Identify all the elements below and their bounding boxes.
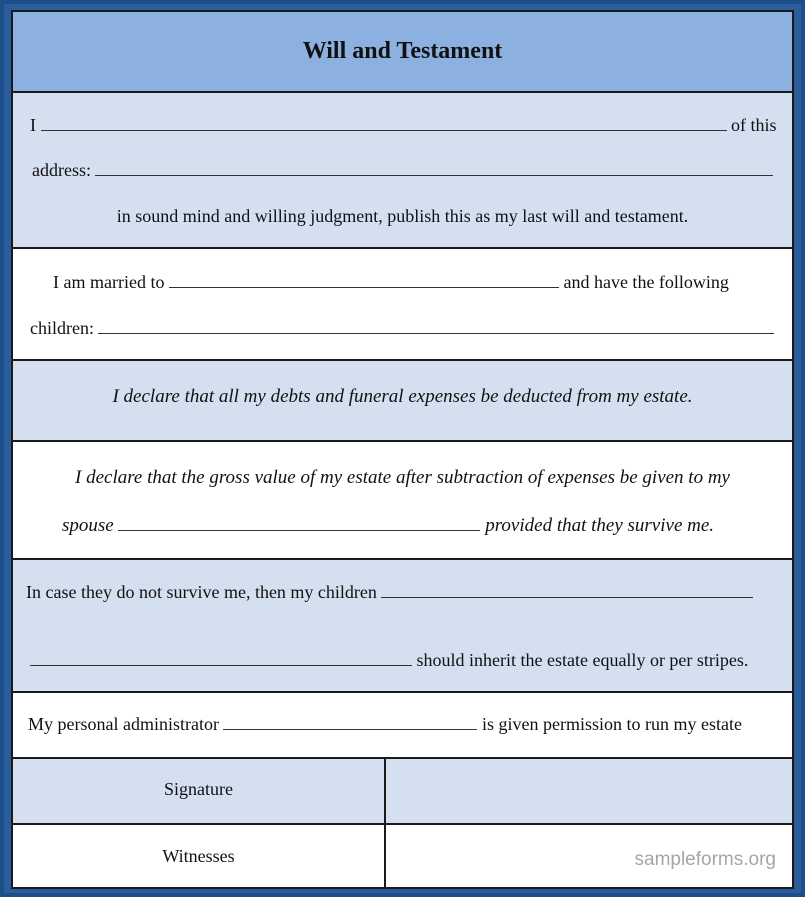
signature-label: Signature	[164, 779, 233, 799]
address-field[interactable]	[95, 161, 773, 176]
testator-prefix: I	[30, 115, 36, 135]
children-line	[30, 318, 774, 339]
estate-section	[13, 442, 792, 560]
administrator-suffix: is given permission to run my estate	[481, 714, 742, 734]
signature-column-divider	[384, 759, 386, 887]
family-section	[13, 249, 792, 361]
married-line	[53, 272, 729, 293]
witnesses-label: Witnesses	[162, 846, 235, 866]
testator-suffix: of this	[731, 115, 777, 135]
married-label: I am married to	[53, 272, 165, 292]
address-line	[32, 160, 773, 181]
signature-field[interactable]	[386, 759, 792, 823]
children-beneficiary-field-2[interactable]	[30, 651, 412, 666]
debts-statement: I declare that all my debts and funeral expenses be deducted from my estate.	[112, 386, 693, 407]
testament-statement: in sound mind and willing judgment, publish this as my last will and testament.	[116, 206, 689, 226]
children-inherit-text: In case they do not survive me, then my children	[26, 582, 377, 602]
debts-section	[13, 361, 792, 442]
administrator-label: My personal administrator	[28, 714, 219, 734]
administrator-name-field[interactable]	[223, 715, 477, 730]
form-title: Will and Testament	[302, 38, 503, 64]
page-frame	[4, 4, 801, 893]
testator-section	[13, 93, 792, 249]
children-inherit-line2	[30, 650, 748, 671]
inherit-suffix: should inherit the estate equally or per stripes.	[416, 650, 749, 670]
address-label: address:	[32, 160, 91, 180]
form-header	[13, 12, 792, 93]
children-names-field[interactable]	[98, 319, 774, 334]
children-inherit-section	[13, 560, 792, 693]
signature-row	[13, 759, 792, 825]
married-suffix: and have the following	[563, 272, 729, 292]
testator-name-field[interactable]	[41, 116, 727, 131]
children-beneficiary-field[interactable]	[381, 583, 753, 598]
testator-line	[30, 115, 777, 136]
administrator-line	[28, 714, 742, 735]
watermark: sampleforms.org	[634, 849, 776, 870]
children-inherit-line1	[26, 582, 753, 603]
spouse-suffix: provided that they survive me.	[485, 515, 715, 536]
estate-statement: I declare that the gross value of my estate after subtraction of expenses be given to my	[75, 467, 730, 488]
will-form	[11, 10, 794, 889]
children-label: children:	[30, 318, 94, 338]
administrator-section	[13, 693, 792, 759]
spouse-label: spouse	[62, 515, 114, 536]
spouse-name-field[interactable]	[169, 273, 559, 288]
spouse-line	[62, 515, 714, 537]
spouse-beneficiary-field[interactable]	[118, 516, 480, 531]
